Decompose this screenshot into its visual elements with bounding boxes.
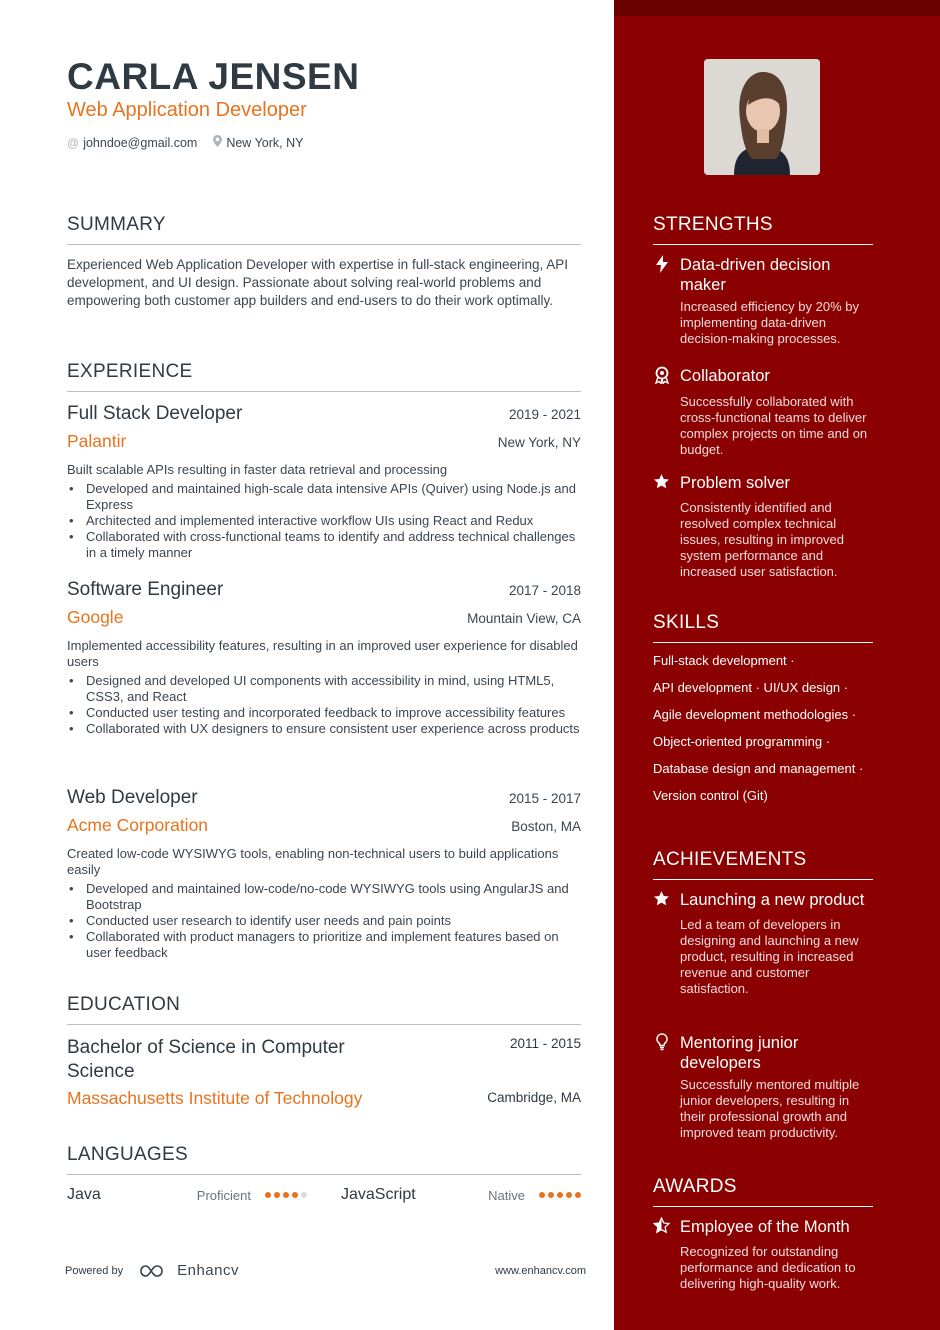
email-contact[interactable] (67, 135, 197, 150)
strength-description: Successfully collaborated with cross-functional teams to deliver complex projects on time and on budget. (680, 394, 868, 457)
strengths-heading: STRENGTHS (653, 214, 873, 245)
job-bullet: • Conducted user research to identify user needs and pain points (67, 913, 581, 929)
education-heading: EDUCATION (67, 994, 581, 1025)
job-description: Built scalable APIs resulting in faster data retrieval and processing (67, 462, 448, 477)
achievement-title: Mentoring junior developers (680, 1034, 799, 1072)
language-rating (539, 1192, 581, 1198)
achievements-heading: ACHIEVEMENTS (653, 849, 873, 880)
job-description: Implemented accessibility features, resulting in an improved user experience for disabled users (67, 638, 578, 669)
strength-description: Increased efficiency by 20% by implementing data-driven decision-making processes. (680, 299, 859, 346)
enhancv-logo-icon (139, 1264, 171, 1278)
job-bullet: • Collaborated with product managers to prioritize and implement features based on user feedback (67, 929, 581, 961)
rating-dot (548, 1192, 554, 1198)
skills-heading: SKILLS (653, 612, 873, 643)
job-entry (67, 579, 581, 737)
job-bullet: • Developed and maintained low-code/no-code WYSIWYG tools using AngularJS and Bootstrap (67, 881, 581, 913)
star-icon (653, 890, 670, 913)
lightbulb-icon (653, 1033, 670, 1057)
rating-dot (292, 1192, 298, 1198)
star-icon (653, 473, 670, 496)
email-text: johndoe@gmail.com (83, 135, 198, 150)
language-item (67, 1186, 307, 1204)
job-entry (67, 403, 581, 561)
summary-heading: SUMMARY (67, 214, 581, 245)
candidate-title: Web Application Developer (67, 99, 307, 121)
job-location: Boston, MA (511, 819, 581, 834)
job-location: New York, NY (497, 435, 581, 450)
rating-dot (274, 1192, 280, 1198)
sidebar (614, 0, 940, 1330)
strength-title: Collaborator (680, 367, 770, 385)
language-rating (265, 1192, 307, 1198)
job-role: Full Stack Developer (67, 403, 243, 424)
job-entry (67, 787, 581, 961)
job-bullet: • Architected and implemented interactive workflow UIs using React and Redux (67, 513, 581, 529)
contact-info (67, 135, 303, 150)
skill-line: Full-stack development · (653, 653, 795, 668)
job-bullets (67, 673, 581, 737)
rating-dot (539, 1192, 545, 1198)
rating-dot (566, 1192, 572, 1198)
award-item (653, 1217, 873, 1292)
rating-dot (301, 1192, 307, 1198)
job-bullet: • Collaborated with cross-functional teams to identify and address technical challenges in a timely manner (67, 529, 581, 561)
strength-item (653, 473, 873, 580)
languages-list (67, 1186, 581, 1204)
footer-url[interactable]: www.enhancv.com (495, 1264, 586, 1277)
education-entry (67, 1036, 581, 1109)
education-dates: 2011 - 2015 (509, 1036, 581, 1051)
achievement-item (653, 890, 873, 997)
job-company: Palantir (67, 431, 127, 451)
language-item (341, 1186, 581, 1204)
job-company: Google (67, 607, 124, 627)
language-level: Proficient (196, 1187, 251, 1203)
strength-description: Consistently identified and resolved complex technical issues, resulting in improved system performance and increased user satisfaction. (680, 500, 845, 579)
skill-line: Database design and management · (653, 761, 864, 776)
rating-dot (557, 1192, 563, 1198)
job-dates: 2015 - 2017 (508, 791, 581, 806)
job-bullet: • Developed and maintained high-scale data intensive APIs (Quiver) using Node.js and Express (67, 481, 581, 513)
half-star-icon (653, 1217, 670, 1240)
job-role: Software Engineer (67, 579, 224, 600)
job-company: Acme Corporation (67, 815, 209, 835)
job-location: Mountain View, CA (467, 611, 581, 626)
skill-line: Object-oriented programming · (653, 734, 831, 749)
location-contact (213, 135, 303, 150)
powered-by-label: Powered by (65, 1264, 124, 1277)
achievement-description: Successfully mentored multiple junior developers, resulting in their professional growth and improved team productivity. (680, 1077, 860, 1140)
skill-line: Version control (Git) (653, 788, 768, 803)
job-bullet: • Collaborated with UX designers to ensure consistent user experience across products (67, 721, 581, 737)
bolt-icon (653, 255, 670, 279)
education-location: Cambridge, MA (487, 1090, 581, 1105)
education-school: Massachusetts Institute of Technology (67, 1088, 363, 1108)
strength-item (653, 255, 873, 347)
award-ribbon-icon (653, 366, 670, 390)
language-name: Java (67, 1186, 101, 1203)
strength-title: Problem solver (680, 474, 791, 492)
job-role: Web Developer (67, 787, 198, 808)
job-bullets (67, 481, 581, 561)
summary-text: Experienced Web Application Developer with expertise in full-stack engineering, API development, and UI design. Passionate about solving real-world problems and empowering both customer app builders and end-users to do their work optimally. (67, 257, 569, 308)
enhancv-logo[interactable] (139, 1262, 239, 1279)
job-bullet: • Designed and developed UI components with accessibility in mind, using HTML5, CSS3, and React (67, 673, 581, 705)
experience-heading: EXPERIENCE (67, 361, 581, 392)
strength-title: Data-driven decision maker (680, 256, 831, 294)
language-name: JavaScript (341, 1186, 416, 1203)
location-text: New York, NY (226, 135, 304, 150)
job-description: Created low-code WYSIWYG tools, enabling non-technical users to build applications easily (67, 846, 559, 877)
skill-line: Agile development methodologies · (653, 707, 857, 722)
achievement-description: Led a team of developers in designing and launching a new product, resulting in increased revenue and customer satisfaction. (680, 917, 859, 996)
language-level: Native (488, 1187, 525, 1203)
skills-list (653, 652, 883, 814)
strength-item (653, 366, 873, 458)
skill-line: API development · UI/UX design · (653, 680, 849, 695)
languages-heading: LANGUAGES (67, 1144, 581, 1175)
footer (65, 1262, 586, 1279)
job-bullet: • Conducted user testing and incorporated feedback to improve accessibility features (67, 705, 581, 721)
education-degree: Bachelor of Science in Computer Science (67, 1037, 345, 1082)
candidate-name: CARLA JENSEN (67, 56, 360, 97)
achievement-item (653, 1033, 873, 1141)
sidebar-top-band (614, 0, 940, 16)
award-title: Employee of the Month (680, 1218, 850, 1236)
profile-photo (704, 59, 820, 175)
job-bullets (67, 881, 581, 961)
location-pin-icon (213, 135, 222, 150)
achievement-title: Launching a new product (680, 891, 865, 909)
job-dates: 2017 - 2018 (508, 583, 581, 598)
rating-dot (265, 1192, 271, 1198)
award-description: Recognized for outstanding performance and dedication to delivering high-quality work. (680, 1244, 856, 1291)
awards-heading: AWARDS (653, 1176, 873, 1207)
rating-dot (283, 1192, 289, 1198)
job-dates: 2019 - 2021 (508, 407, 581, 422)
rating-dot (575, 1192, 581, 1198)
at-icon: @ (67, 135, 80, 150)
brand-name: Enhancv (177, 1262, 239, 1279)
